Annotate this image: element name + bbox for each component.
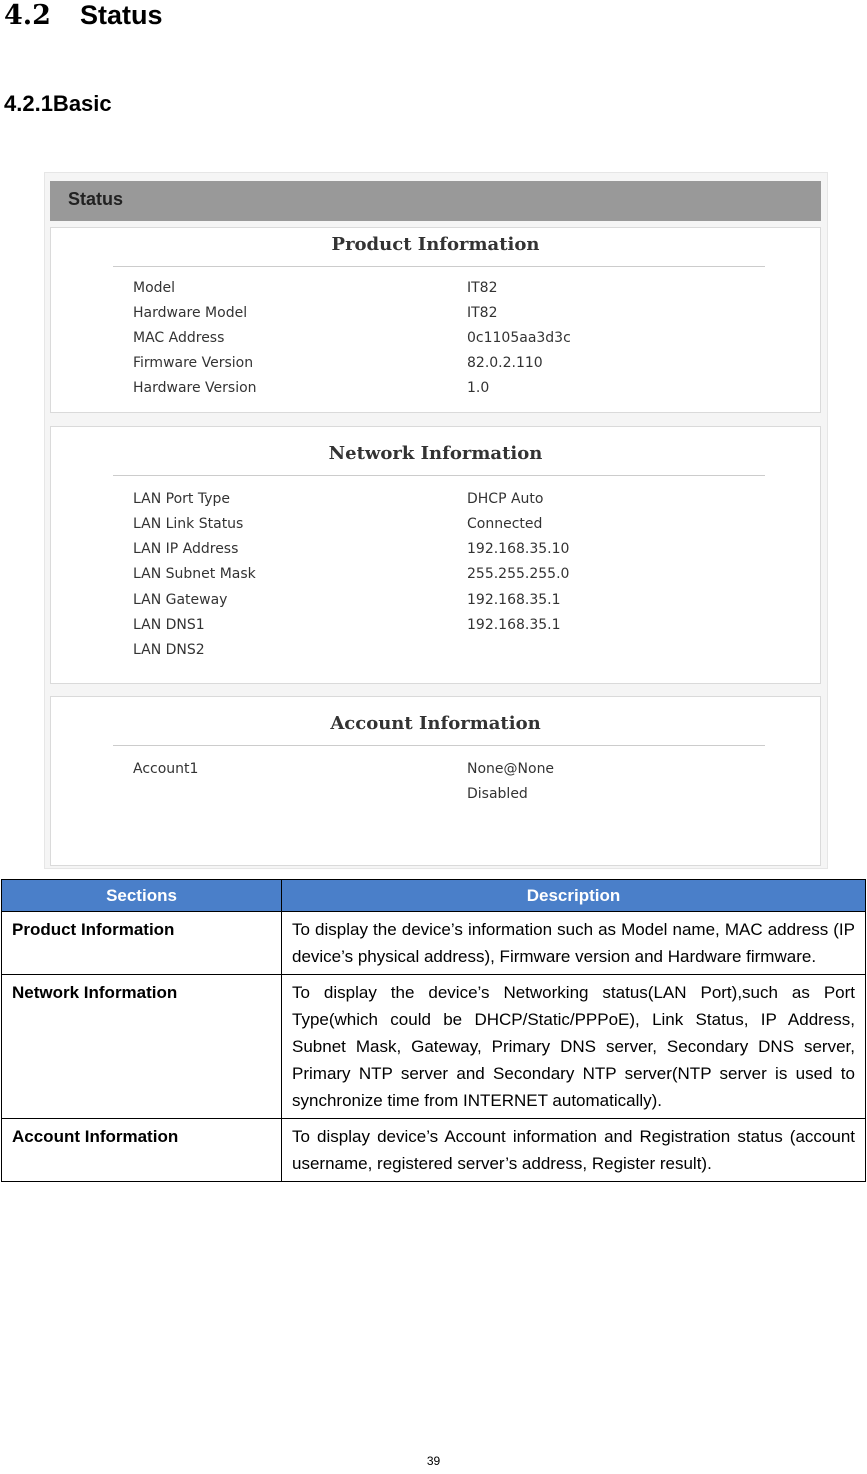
divider — [113, 475, 765, 476]
info-label: LAN Gateway — [133, 592, 228, 608]
info-label: Firmware Version — [133, 355, 254, 371]
info-label: Hardware Model — [133, 305, 248, 321]
info-value: 192.168.35.10 — [467, 541, 570, 557]
info-value: 82.0.2.110 — [467, 355, 543, 371]
info-label: LAN DNS2 — [133, 642, 205, 658]
info-value: Connected — [467, 516, 543, 532]
info-label: LAN DNS1 — [133, 617, 205, 633]
info-value: 1.0 — [467, 380, 490, 396]
info-row — [51, 280, 820, 300]
section-title: Status — [80, 0, 163, 30]
status-titlebar — [50, 181, 821, 221]
info-value: 255.255.255.0 — [467, 566, 570, 582]
section-heading — [4, 0, 163, 31]
info-row — [51, 355, 820, 375]
info-row — [51, 305, 820, 325]
product-information-panel — [50, 227, 821, 413]
info-value: None@None — [467, 761, 555, 777]
subsection-heading: 4.2.1Basic — [4, 91, 112, 116]
info-row — [51, 330, 820, 350]
section-cell: Product Information — [2, 912, 282, 975]
column-header-sections: Sections — [2, 880, 282, 912]
info-row — [51, 566, 820, 586]
product-information-title: Product Information — [331, 234, 540, 255]
network-information-panel — [50, 426, 821, 684]
info-label: Account1 — [133, 761, 199, 777]
info-label: Hardware Version — [133, 380, 257, 396]
info-label: LAN Link Status — [133, 516, 244, 532]
table-row — [2, 912, 866, 975]
info-label: MAC Address — [133, 330, 225, 346]
info-label: LAN Subnet Mask — [133, 566, 256, 582]
info-value: 0c1105aa3d3c — [467, 330, 571, 346]
section-cell: Network Information — [2, 975, 282, 1119]
account-information-title: Account Information — [330, 713, 541, 734]
divider — [113, 266, 765, 267]
info-value: 192.168.35.1 — [467, 617, 561, 633]
status-title: Status — [68, 189, 124, 209]
info-value: Disabled — [467, 786, 528, 802]
info-row — [51, 786, 820, 806]
section-number: 4.2 — [4, 0, 51, 31]
info-row — [51, 541, 820, 561]
description-cell: To display the device’s Networking status(LAN Port),such as Port Type(which could be DHCP/Static/PPPoE), Link Status, IP Address, Subnet Mask, Gateway, Primary DNS server, Secondary DNS server, Primary NTP server and Secondary NTP server(NTP server is used to synchronize time from INTERNET automatically). — [282, 975, 866, 1119]
info-row — [51, 592, 820, 612]
info-row — [51, 761, 820, 781]
sections-table — [1, 879, 866, 1182]
info-label: Model — [133, 280, 176, 296]
divider — [113, 745, 765, 746]
info-value: IT82 — [467, 280, 498, 296]
page-number: 39 — [426, 1454, 441, 1468]
table-header-row — [2, 880, 866, 912]
description-cell: To display the device’s information such as Model name, MAC address (IP device’s physical address), Firmware version and Hardware firmware. — [282, 912, 866, 975]
info-row — [51, 380, 820, 400]
info-row — [51, 491, 820, 511]
info-value: IT82 — [467, 305, 498, 321]
column-header-description: Description — [282, 880, 866, 912]
account-information-panel — [50, 696, 821, 866]
status-screenshot — [44, 172, 828, 869]
info-row — [51, 516, 820, 536]
info-label: LAN Port Type — [133, 491, 230, 507]
table-row — [2, 1119, 866, 1182]
info-value: 192.168.35.1 — [467, 592, 561, 608]
info-label: LAN IP Address — [133, 541, 239, 557]
info-row — [51, 617, 820, 637]
table-row — [2, 975, 866, 1119]
section-cell: Account Information — [2, 1119, 282, 1182]
description-cell: To display device’s Account information and Registration status (account username, registered server’s address, Register result). — [282, 1119, 866, 1182]
info-row — [51, 642, 820, 662]
info-value: DHCP Auto — [467, 491, 544, 507]
network-information-title: Network Information — [328, 443, 543, 464]
